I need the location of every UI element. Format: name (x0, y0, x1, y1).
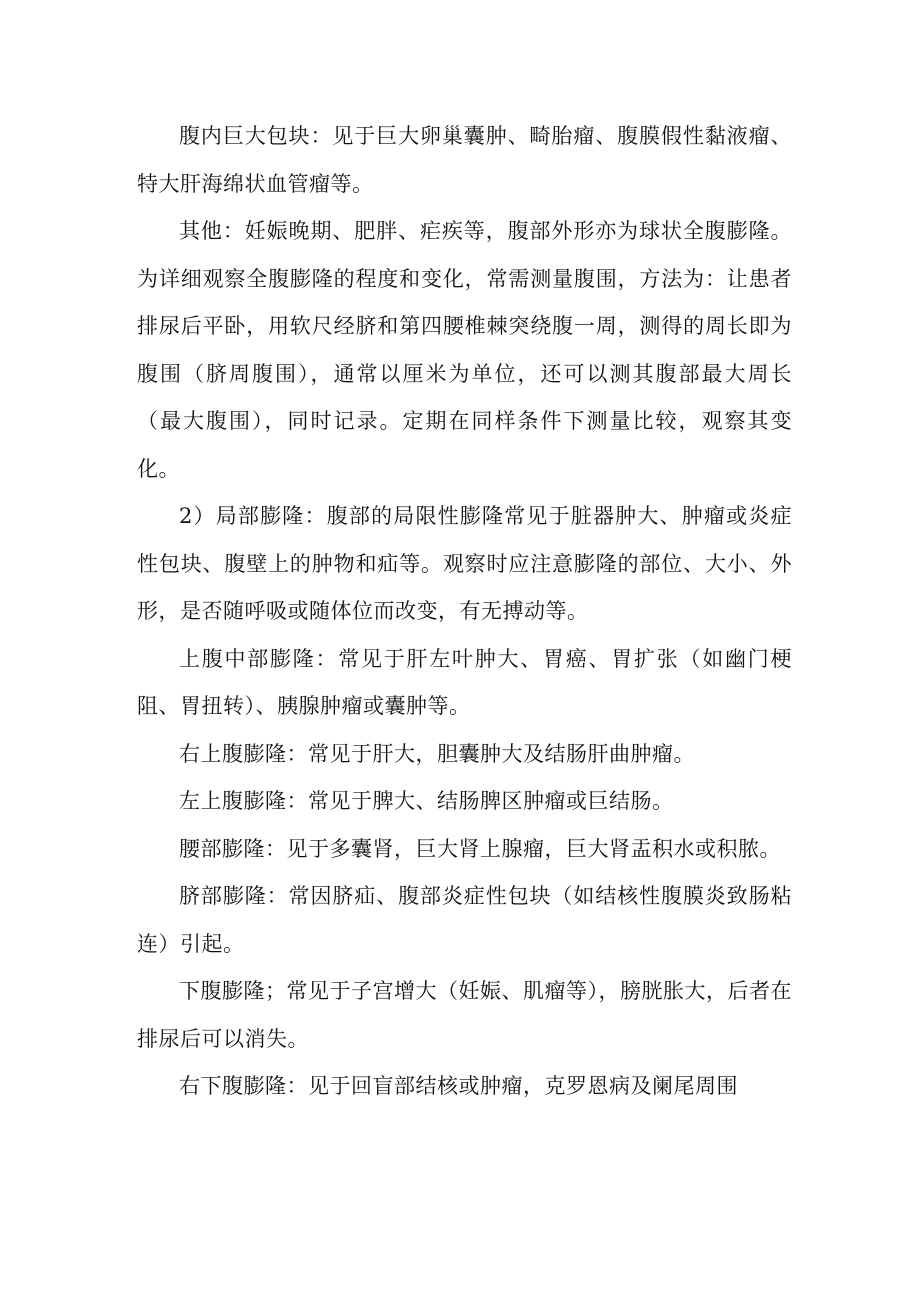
paragraph-lumbar: 腰部膨隆：见于多囊肾，巨大肾上腺瘤，巨大肾盂积水或积脓。 (179, 836, 781, 861)
paragraph-giant-mass: 腹内巨大包块：见于巨大卵巢囊肿、畸胎瘤、腹膜假性黏液瘤、特大肝海绵状血管瘤等。 (137, 124, 792, 196)
paragraph-upper-middle: 上腹中部膨隆：常见于肝左叶肿大、胃癌、胃扩张（如幽门梗阻、胃扭转）、胰腺肿瘤或囊肿等。 (137, 646, 792, 718)
paragraph-umbilical: 脐部膨隆：常因脐疝、腹部炎症性包块（如结核性腹膜炎致肠粘连）引起。 (137, 884, 792, 956)
paragraph-local-bulge: 2）局部膨隆：腹部的局限性膨隆常见于脏器肿大、肿瘤或炎症性包块、腹壁上的肿物和疝等。观察时应注意膨隆的部位、大小、外形，是否随呼吸或随体位而改变，有无搏动等。 (137, 504, 792, 623)
paragraph-lower: 下腹膨隆；常见于子宫增大（妊娠、肌瘤等），膀胱胀大，后者在排尿后可以消失。 (137, 979, 792, 1051)
paragraph-right-lower: 右下腹膨隆：见于回盲部结核或肿瘤，克罗恩病及阑尾周围 (179, 1074, 738, 1098)
paragraph-right-upper: 右上腹膨隆：常见于肝大，胆囊肿大及结肠肝曲肿瘤。 (179, 741, 695, 766)
paragraph-left-upper: 左上腹膨隆：常见于脾大、结肠脾区肿瘤或巨结肠。 (179, 789, 674, 813)
paragraph-other-causes: 其他：妊娠晚期、肥胖、疟疾等，腹部外形亦为球状全腹膨隆。为详细观察全腹膨隆的程度和变化，常需测量腹围，方法为：让患者排尿后平卧，用软尺经脐和第四腰椎棘突绕腹一周，测得的周长即为腹围（脐周腹围），通常以厘米为单位，还可以测其腹部最大周长（最大腹围），同时记录。定期在同样条件下测量比较，观察其变化。 (137, 219, 792, 481)
document-body (137, 113, 792, 1111)
